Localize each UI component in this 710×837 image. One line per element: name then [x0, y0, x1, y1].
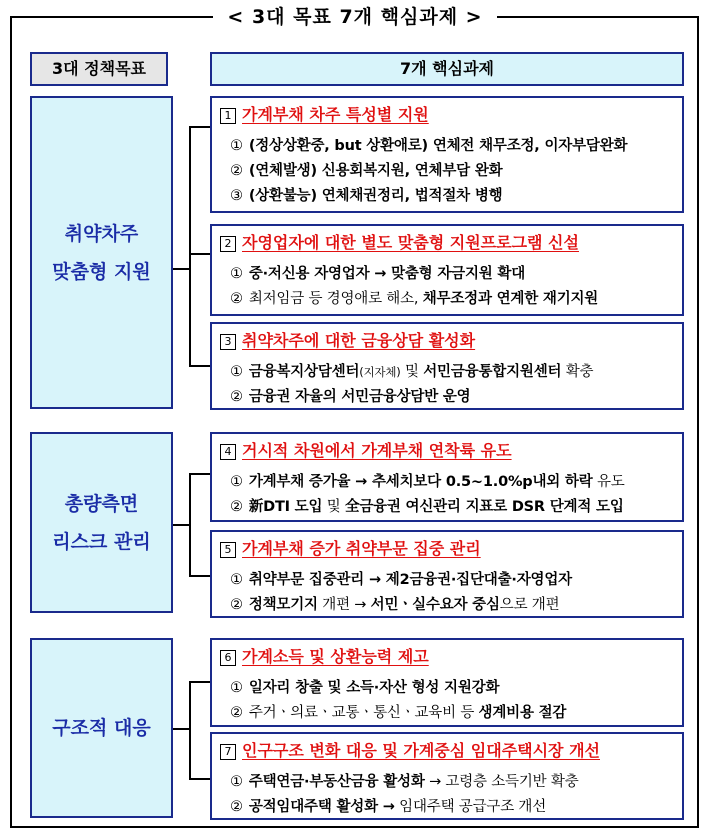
- task-title: [220, 740, 674, 766]
- item-text: 중·저신용 자영업자 → 맞춤형 자금지원 확대: [248, 266, 526, 282]
- task-item: [220, 676, 674, 701]
- connector: [173, 524, 189, 526]
- item-text: 및: [400, 364, 424, 380]
- item-marker: ①: [230, 572, 243, 588]
- task-item: [220, 184, 674, 209]
- task-item: [220, 701, 674, 726]
- task-title-text: 가계부채 증가 취약부문 집중 관리: [242, 539, 481, 558]
- item-text: 금융복지상담센터: [248, 364, 360, 380]
- item-text: 가계부채 증가율 → 추세치보다 0.5~1.0%p내외 하락: [248, 474, 593, 490]
- task-number-badge: 1: [220, 108, 236, 124]
- task-box-6: [210, 638, 684, 727]
- task-title-text: 가계소득 및 상환능력 제고: [242, 647, 429, 666]
- task-item: [220, 568, 674, 593]
- connector: [189, 253, 210, 255]
- task-title: [220, 330, 674, 356]
- item-marker: ③: [230, 188, 243, 204]
- item-text: 서민ㆍ실수요자 중심: [370, 597, 500, 613]
- task-box-3: [210, 322, 684, 410]
- item-text: 생계비용 절감: [478, 705, 567, 721]
- connector: [173, 728, 189, 730]
- item-marker: ①: [230, 266, 243, 282]
- task-item: [220, 360, 674, 385]
- connector: [173, 268, 189, 270]
- item-marker: ①: [230, 774, 243, 790]
- task-box-4: [210, 432, 684, 522]
- task-title: [220, 538, 674, 564]
- item-marker: ②: [230, 705, 243, 721]
- task-item: [220, 470, 674, 495]
- item-text: (상환불능) 연체채권정리, 법적절차 병행: [248, 188, 503, 204]
- task-item: [220, 770, 674, 795]
- item-text: 유도: [592, 474, 625, 490]
- item-text: 주택연금·부동산금융 활성화: [248, 774, 425, 790]
- goal-box-1: [30, 96, 173, 409]
- item-text: 금융권 자율의 서민금융상담반 운영: [248, 389, 471, 405]
- task-item: [220, 593, 674, 618]
- task-item: [220, 795, 674, 820]
- item-text: (지자체): [359, 365, 401, 379]
- item-marker: ②: [230, 799, 243, 815]
- goal-label: 맞춤형 지원: [52, 260, 151, 283]
- item-text: 서민금융통합지원센터: [423, 364, 562, 380]
- task-item: [220, 495, 674, 520]
- item-marker: ②: [230, 389, 243, 405]
- item-text: 全금융권 여신관리 지표로 DSR 단계적 도입: [344, 499, 624, 515]
- item-text: 및: [322, 499, 345, 515]
- task-box-7: [210, 732, 684, 820]
- task-box-2: [210, 224, 684, 316]
- task-number-badge: 5: [220, 542, 236, 558]
- task-title-text: 인구구조 변화 대응 및 가계중심 임대주택시장 개선: [242, 741, 600, 760]
- task-title-text: 자영업자에 대한 별도 맞춤형 지원프로그램 신설: [242, 233, 579, 252]
- item-text: → 고령층 소득기반 확충: [424, 774, 579, 790]
- connector: [189, 575, 210, 577]
- item-text: (정상상환중, but 상환애로) 연체전 채무조정, 이자부담완화: [248, 138, 628, 154]
- task-number-badge: 4: [220, 444, 236, 460]
- task-number-badge: 6: [220, 650, 236, 666]
- goal-label: 취약차주: [64, 222, 139, 245]
- item-text: 주거ㆍ의료ㆍ교통ㆍ통신ㆍ교육비 등: [248, 705, 479, 721]
- item-marker: ①: [230, 138, 243, 154]
- item-text: 공적임대주택 활성화 →: [248, 799, 395, 815]
- goal-label: 리스크 관리: [52, 530, 151, 553]
- item-marker: ①: [230, 364, 243, 380]
- item-text: (연체발생) 신용회복지원, 연체부담 완화: [248, 163, 503, 179]
- item-text: 개편 →: [317, 597, 371, 613]
- task-item: [220, 287, 674, 312]
- task-title-text: 거시적 차원에서 가계부채 연착륙 유도: [242, 441, 512, 460]
- connector: [189, 778, 210, 780]
- connector: [189, 681, 210, 683]
- connector: [189, 473, 210, 475]
- task-title: [220, 104, 674, 130]
- task-title: [220, 440, 674, 466]
- task-item: [220, 134, 674, 159]
- item-text: 정책모기지: [248, 597, 318, 613]
- item-marker: ①: [230, 680, 243, 696]
- item-text: 확충: [561, 364, 594, 380]
- connector: [189, 365, 210, 367]
- task-number-badge: 7: [220, 744, 236, 760]
- item-text: 으로 개편: [499, 597, 560, 613]
- item-text: 최저임금 등 경영애로 해소,: [248, 291, 423, 307]
- task-box-5: [210, 530, 684, 618]
- item-marker: ②: [230, 163, 243, 179]
- goal-box-3: [30, 638, 173, 818]
- connector: [189, 681, 191, 779]
- item-text: 新DTI 도입: [248, 499, 323, 515]
- item-marker: ②: [230, 291, 243, 307]
- item-text: 취약부문 집중관리 → 제2금융권·집단대출·자영업자: [248, 572, 572, 588]
- goals-header: 3대 정책목표: [30, 52, 168, 86]
- item-marker: ②: [230, 499, 243, 515]
- task-item: [220, 159, 674, 184]
- task-item: [220, 262, 674, 287]
- goal-label: 총량측면: [64, 492, 139, 515]
- connector: [189, 126, 191, 366]
- task-item: [220, 385, 674, 410]
- item-marker: ①: [230, 474, 243, 490]
- page-title: < 3대 목표 7개 핵심과제 >: [213, 2, 497, 32]
- item-marker: ②: [230, 597, 243, 613]
- task-title-text: 취약차주에 대한 금융상담 활성화: [242, 331, 476, 350]
- connector: [189, 126, 210, 128]
- task-title: [220, 646, 674, 672]
- item-text: 채무조정과 연계한 재기지원: [422, 291, 599, 307]
- goal-label: 구조적 대응: [52, 717, 151, 739]
- task-number-badge: 2: [220, 236, 236, 252]
- connector: [189, 473, 191, 576]
- task-number-badge: 3: [220, 334, 236, 350]
- goal-box-2: [30, 432, 173, 613]
- task-box-1: [210, 96, 684, 213]
- tasks-header: 7개 핵심과제: [210, 52, 684, 86]
- item-text: 임대주택 공급구조 개선: [394, 799, 547, 815]
- task-title-text: 가계부채 차주 특성별 지원: [242, 105, 429, 124]
- task-title: [220, 232, 674, 258]
- item-text: 일자리 창출 및 소득·자산 형성 지원강화: [248, 680, 500, 696]
